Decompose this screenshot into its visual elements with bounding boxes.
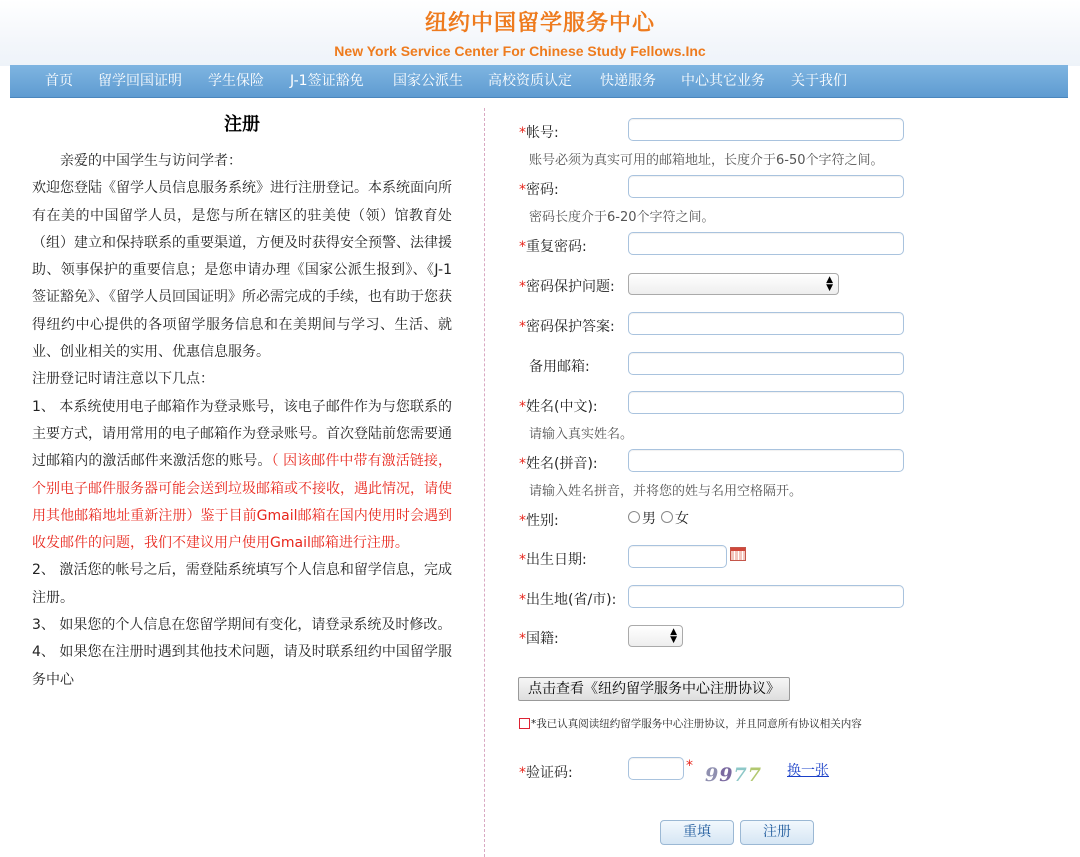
intro-notes-heading: 注册登记时请注意以下几点： [32,371,214,388]
intro-greeting: 亲爱的中国学生与访问学者： [60,153,242,169]
security-answer-label: *密码保护答案: [519,319,615,335]
agree-checkbox[interactable] [519,718,530,729]
repeat-password-input[interactable] [628,232,904,255]
select-arrows-icon: ▲ ▼ [670,627,677,645]
captcha-input[interactable] [628,757,684,780]
intro-body [32,148,452,694]
nav-item-student-insurance[interactable]: 学生保险 [208,73,264,89]
intro-panel [32,108,452,768]
agree-text: *我已认真阅读纽约留学服务中心注册协议，并且同意所有协议相关内容 [531,718,862,730]
name-pinyin-label: *姓名(拼音): [519,456,598,472]
site-title: 纽约中国留学服务中心 [424,11,655,36]
account-label: *帐号: [519,125,559,141]
name-cn-hint: 请输入真实姓名。 [529,427,634,442]
view-agreement-button[interactable]: 点击查看《纽约留学服务中心注册协议》 [518,677,790,701]
intro-item-1-text: 1、 本系统使用电子邮箱作为登录账号，该电子邮件作为与您联系的主要方式，请用常用的电子邮箱作为登录账号。首次登陆前您需要通过邮箱内的激活邮件来激活您的账号。 [32,398,452,470]
captcha-image: 9977 [705,764,762,786]
birthdate-label: *出生日期: [519,552,587,568]
site-header [0,0,1080,66]
nav-item-about-us[interactable]: 关于我们 [791,73,847,89]
account-input[interactable] [628,118,904,141]
name-pinyin-input[interactable] [628,449,904,472]
main-nav [10,65,1068,98]
name-cn-input[interactable] [628,391,904,414]
security-question-select[interactable] [628,273,839,295]
password-hint: 密码长度介于6-20个字符之间。 [529,210,715,225]
nav-item-j1-waiver[interactable]: J-1签证豁免 [290,73,364,89]
nav-item-courier-service[interactable]: 快递服务 [600,73,656,89]
repeat-password-label: *重复密码: [519,239,587,255]
backup-email-input[interactable] [628,352,904,375]
nationality-label: *国籍: [519,631,559,647]
refresh-captcha-link[interactable]: 换一张 [787,763,829,779]
intro-item-1 [32,394,452,558]
intro-item-3: 3、 如果您的个人信息在您留学期间有变化，请登录系统及时修改。 [32,617,452,634]
name-pinyin-hint: 请输入姓名拼音，并将您的姓与名用空格隔开。 [529,484,803,499]
birthdate-input[interactable] [628,545,727,568]
gender-male-label: 男 [642,511,656,527]
password-label: *密码: [519,182,559,198]
nationality-select[interactable] [628,625,683,647]
gender-female-radio[interactable] [661,511,673,523]
reset-button[interactable]: 重填 [660,820,734,845]
intro-welcome: 欢迎您登陆《留学人员信息服务系统》进行注册登记。本系统面向所有在美的中国留学人员，是您与所在辖区的驻美使（领）馆教育处（组）建立和保持联系的重要渠道，方便及时获得安全预警、法律援助、领事保护的重要信息；是您申请办理《国家公派生报到》、《J-1签证豁免》、《留学人员回国证明》所必需完成的手续，也有助于您获得纽约中心提供的各项留学服务信息和在美期间与学习、生活、就业、创业相关的实用、优惠信息服务。 [32,180,452,361]
nav-item-university-accreditation[interactable]: 高校资质认定 [488,73,572,89]
name-cn-label: *姓名(中文): [519,399,598,415]
calendar-icon[interactable] [730,547,746,561]
birthplace-input[interactable] [628,585,904,608]
backup-email-label: 备用邮箱: [529,359,590,375]
nav-item-other-services[interactable]: 中心其它业务 [681,73,765,89]
nav-item-return-certificate[interactable]: 留学回国证明 [98,73,182,89]
captcha-label: *验证码: [519,765,573,781]
account-hint: 账号必须为真实可用的邮箱地址，长度介于6-50个字符之间。 [529,153,884,168]
security-question-label: *密码保护问题: [519,279,615,295]
captcha-required-mark: * [686,758,693,774]
gender-label: *性别: [519,513,559,529]
gender-female-label: 女 [675,511,689,527]
column-divider [484,108,485,857]
submit-button[interactable]: 注册 [740,820,814,845]
security-answer-input[interactable] [628,312,904,335]
select-arrows-icon: ▲ ▼ [826,275,833,293]
intro-item-1-warning: （ 因该邮件中带有激活链接，个别电子邮件服务器可能会送到垃圾邮箱或不接收，遇此情况，请使用其他邮箱地址重新注册）鉴于目前Gmail邮箱在国内使用时会遇到收发邮件的问题，我们不建议用户使用Gmail邮箱进行注册。 [32,453,452,552]
intro-item-4: 4、 如果您在注册时遇到其他技术问题，请及时联系纽约中国留学服务中心 [32,644,452,688]
intro-item-2: 2、 激活您的帐号之后，需登陆系统填写个人信息和留学信息，完成注册。 [32,562,452,606]
birthplace-label: *出生地(省/市): [519,592,617,608]
gender-male-radio[interactable] [628,511,640,523]
password-input[interactable] [628,175,904,198]
nav-item-home[interactable]: 首页 [45,73,73,89]
intro-title: 注册 [224,114,260,135]
site-subtitle: New York Service Center For Chinese Study Fellows.Inc [334,43,706,59]
nav-item-government-sponsored[interactable]: 国家公派生 [393,73,463,89]
